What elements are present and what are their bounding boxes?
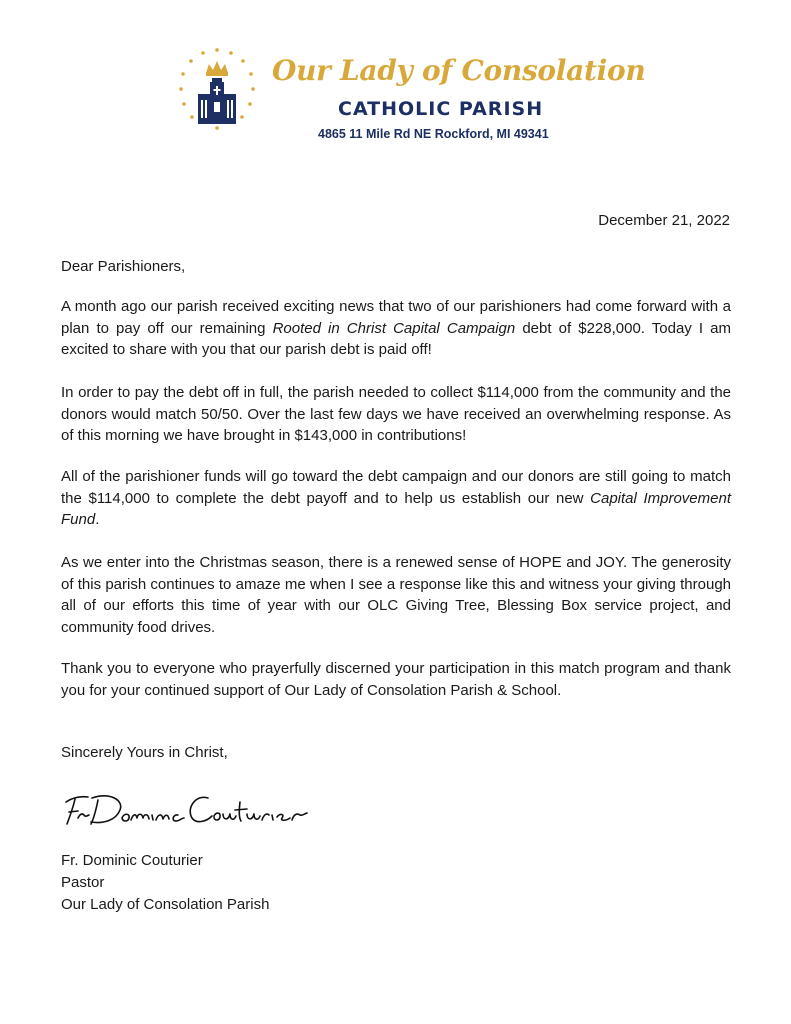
- letter-date: December 21, 2022: [598, 212, 730, 229]
- paragraph-2: [61, 382, 731, 447]
- paragraph-4-text: As we enter into the Christmas season, there is a renewed sense of HOPE and JOY. The generosity of this parish continues to amaze me when I see a response like this and witness your giving through all of our efforts this time of year with our OLC Giving Tree, Blessing Box service project, and community food drives.: [61, 554, 731, 636]
- paragraph-5-text: Thank you to everyone who prayerfully discerned your participation in this match program and thank you for your continued support of Our Lady of Consolation Parish & School.: [61, 660, 731, 699]
- paragraph-1-text-b: debt of $228,000. Today I am excited to share with you that our parish debt is paid off!: [61, 319, 731, 358]
- paragraph-3-text-b: .: [95, 511, 100, 528]
- paragraph-3: [61, 466, 731, 531]
- parish-name: Our Lady of Consolation: [272, 54, 646, 87]
- campaign-name: Rooted in Christ Capital Campaign: [272, 319, 516, 337]
- signer-name: Fr. Dominic Couturier: [61, 852, 203, 869]
- fund-name: Capital Improvement Fund: [61, 489, 731, 528]
- paragraph-1-text-a: A month ago our parish received exciting news that two of our parishioners had come forward with a plan to pay off our remaining: [61, 298, 731, 337]
- parish-address: 4865 11 Mile Rd NE Rockford, MI 49341: [318, 127, 549, 141]
- paragraph-1: [61, 296, 731, 361]
- signature-block: [61, 850, 269, 916]
- salutation: Dear Parishioners,: [61, 258, 186, 275]
- paragraph-5: [61, 658, 731, 701]
- paragraph-3-text-a: All of the parishioner funds will go toward the debt campaign and our donors are still going to match the $114,000 to complete the debt payoff and to help us establish our new: [61, 468, 731, 507]
- signer-title: Pastor: [61, 874, 105, 891]
- paragraph-2-text: In order to pay the debt off in full, the parish needed to collect $114,000 from the community and the donors would match 50/50. Over the last few days we have received an overwhelming response. As of this morning we have brought in $143,000 in contributions!: [61, 384, 731, 444]
- closing: Sincerely Yours in Christ,: [61, 744, 228, 761]
- signer-organization: Our Lady of Consolation Parish: [61, 896, 270, 913]
- paragraph-4: [61, 552, 731, 638]
- parish-subtitle: CATHOLIC PARISH: [338, 98, 544, 120]
- handwritten-signature: [58, 780, 313, 836]
- church-with-crown-and-stars-icon: [172, 44, 262, 134]
